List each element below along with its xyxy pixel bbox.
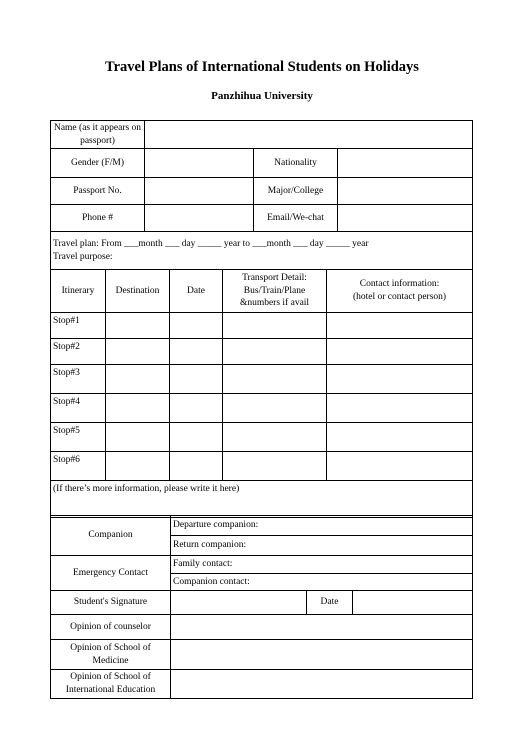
medicine-opinion-label (51, 640, 171, 670)
name-field[interactable] (145, 121, 473, 149)
date-cell[interactable] (170, 452, 223, 481)
transport-cell[interactable] (223, 339, 327, 365)
major-field[interactable] (338, 178, 473, 205)
signature-date-field[interactable] (353, 591, 473, 615)
phone-field[interactable] (145, 205, 254, 232)
destination-cell[interactable] (106, 339, 170, 365)
date-label: Date (307, 591, 353, 615)
date-cell[interactable] (170, 313, 223, 339)
medicine-opinion-line1: Opinion of School of (70, 642, 151, 653)
destination-cell[interactable] (106, 394, 170, 423)
counselor-opinion-field[interactable] (171, 615, 473, 640)
itinerary-header: Itinerary (51, 270, 106, 313)
family-contact-field[interactable]: Family contact: (171, 556, 473, 574)
signature-label: Student's Signature (51, 591, 171, 615)
date-cell[interactable] (170, 423, 223, 452)
destination-cell[interactable] (106, 313, 170, 339)
return-companion-field[interactable]: Return companion: (171, 536, 473, 556)
contact-cell[interactable] (327, 452, 473, 481)
stop-label: Stop#1 (51, 313, 106, 339)
medicine-opinion-field[interactable] (171, 640, 473, 670)
contact-cell[interactable] (327, 394, 473, 423)
stop-label: Stop#2 (51, 339, 106, 365)
gender-field[interactable] (145, 149, 254, 178)
more-info-cell[interactable]: (If there’s more information, please write it here) (51, 481, 473, 518)
table-row (51, 365, 473, 394)
destination-header: Destination (106, 270, 170, 313)
transport-header-line3: &numbers if avail (239, 298, 310, 309)
transport-cell[interactable] (223, 423, 327, 452)
table-row (51, 313, 473, 339)
intl-education-opinion-line1: Opinion of School of (70, 672, 151, 683)
nationality-label: Nationality (254, 149, 338, 178)
transport-cell[interactable] (223, 313, 327, 339)
intl-education-opinion-field[interactable] (171, 670, 473, 699)
signature-field[interactable] (171, 591, 307, 615)
table-row (51, 394, 473, 423)
table-row (51, 339, 473, 365)
intl-education-opinion-line2: International Education (65, 685, 156, 695)
page-title: Travel Plans of International Students on Holidays (105, 59, 419, 75)
email-field[interactable] (338, 205, 473, 232)
name-label: Name (as it appears on passport) (51, 121, 145, 149)
transport-cell[interactable] (223, 394, 327, 423)
gender-label: Gender (F/M) (51, 149, 145, 178)
passport-field[interactable] (145, 178, 254, 205)
date-cell[interactable] (170, 339, 223, 365)
contact-cell[interactable] (327, 339, 473, 365)
date-cell[interactable] (170, 365, 223, 394)
transport-header (223, 270, 327, 313)
transport-cell[interactable] (223, 452, 327, 481)
date-cell[interactable] (170, 394, 223, 423)
destination-cell[interactable] (106, 423, 170, 452)
stop-label: Stop#6 (51, 452, 106, 481)
travel-plan-line: Travel plan: From ___month ___ day _____ year to ___month ___ day _____ year (53, 238, 369, 249)
destination-cell[interactable] (106, 452, 170, 481)
approval-table (50, 515, 473, 699)
table-row (51, 423, 473, 452)
stop-label: Stop#3 (51, 365, 106, 394)
contact-header-line2: (hotel or contact person) (352, 292, 447, 302)
emergency-contact-label: Emergency Contact (51, 556, 171, 591)
major-label: Major/College (254, 178, 338, 205)
contact-header-line1: Contact information: (359, 279, 440, 290)
contact-header (327, 270, 473, 313)
medicine-opinion-line2: Medicine (92, 655, 129, 666)
passport-label: Passport No. (51, 178, 145, 205)
stop-label: Stop#4 (51, 394, 106, 423)
personal-info-table (50, 120, 473, 232)
transport-header-line1: Transport Detail: (242, 272, 307, 283)
email-label: Email/We-chat (254, 205, 338, 232)
table-row (51, 452, 473, 481)
itinerary-table (50, 231, 473, 518)
contact-cell[interactable] (327, 365, 473, 394)
stop-label: Stop#5 (51, 423, 106, 452)
destination-cell[interactable] (106, 365, 170, 394)
travel-plan-cell[interactable] (51, 232, 473, 270)
nationality-field[interactable] (338, 149, 473, 178)
phone-label: Phone # (51, 205, 145, 232)
companion-label: Companion (51, 516, 171, 556)
contact-cell[interactable] (327, 313, 473, 339)
intl-education-opinion-label (51, 670, 171, 699)
page-subtitle: Panzhihua University (211, 90, 313, 102)
departure-companion-field[interactable]: Departure companion: (171, 516, 473, 536)
date-header: Date (170, 270, 223, 313)
transport-header-line2: Bus/Train/Plane (243, 285, 306, 296)
contact-cell[interactable] (327, 423, 473, 452)
transport-cell[interactable] (223, 365, 327, 394)
travel-purpose-line: Travel purpose: (53, 251, 113, 262)
companion-contact-field[interactable]: Companion contact: (171, 574, 473, 591)
counselor-opinion-label: Opinion of counselor (51, 615, 171, 640)
